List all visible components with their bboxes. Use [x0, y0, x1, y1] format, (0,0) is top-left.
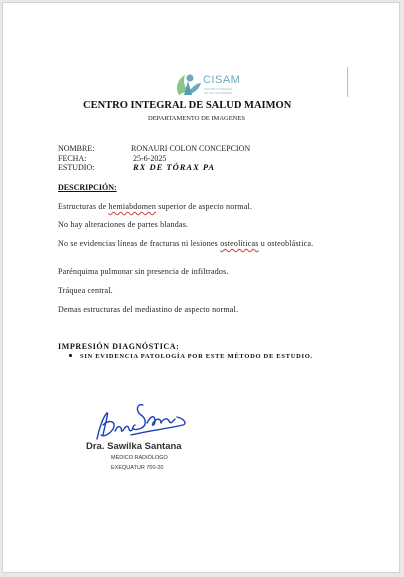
paragraph-text: superior de aspecto normal.: [156, 202, 253, 211]
paragraph-text: No se evidencias líneas de fracturas ni lesiones: [58, 239, 221, 248]
study-label: ESTUDIO:: [58, 163, 95, 172]
logo-emblem-icon: [171, 71, 203, 97]
name-label: NOMBRE:: [58, 144, 95, 153]
date-label: FECHA:: [58, 154, 87, 163]
paragraph-text: u osteoblástica.: [258, 239, 314, 248]
impression-item-text: SIN EVIDENCIA PATOLOGÍA POR ESTE MÉTODO DE ESTUDIO.: [80, 353, 313, 360]
date-value: 25-6-2025: [133, 154, 167, 163]
signatory-role: MÉDICO RADIÓLOGO: [111, 455, 168, 461]
cisam-logo: [171, 71, 241, 97]
description-paragraph-5: Tráquea central.: [58, 286, 113, 295]
page-margin-marker: [347, 67, 348, 97]
signatory-exequatur: EXEQUATUR 700-20: [111, 465, 164, 471]
signatory-name: Dra. Sawilka Santana: [86, 441, 182, 452]
spellcheck-flagged-word[interactable]: hemiabdomen: [108, 202, 157, 211]
study-value: RX DE TÓRAX PA: [133, 162, 216, 172]
spellcheck-flagged-word[interactable]: osteolíticas: [220, 239, 259, 248]
logo-subtitle: CENTRO INTEGRAL DE SALUD MAIMON: [204, 87, 233, 95]
description-paragraph-6: Demas estructuras del mediastino de aspecto normal.: [58, 305, 239, 314]
description-paragraph-3: [58, 239, 358, 249]
description-paragraph-4: Parénquima pulmonar sin presencia de infiltrados.: [58, 267, 229, 276]
department-title: DEPARTAMENTO DE IMAGENES: [148, 115, 245, 122]
description-title: DESCRIPCIÓN:: [58, 183, 117, 192]
impression-title: IMPRESIÓN DIAGNÓSTICA:: [58, 342, 180, 351]
logo-wordmark: CISAM: [203, 74, 241, 86]
document-page: [2, 2, 400, 573]
description-paragraph-2: No hay alteraciones de partes blandas.: [58, 220, 189, 229]
bullet-icon: [69, 354, 72, 357]
organization-title: CENTRO INTEGRAL DE SALUD MAIMON: [83, 100, 292, 111]
description-paragraph-1: [58, 202, 358, 212]
name-value: RONAURI COLON CONCEPCION: [131, 144, 251, 153]
paragraph-text: Estructuras de: [58, 202, 109, 211]
handwritten-signature: [91, 395, 191, 445]
impression-item: [69, 353, 313, 360]
